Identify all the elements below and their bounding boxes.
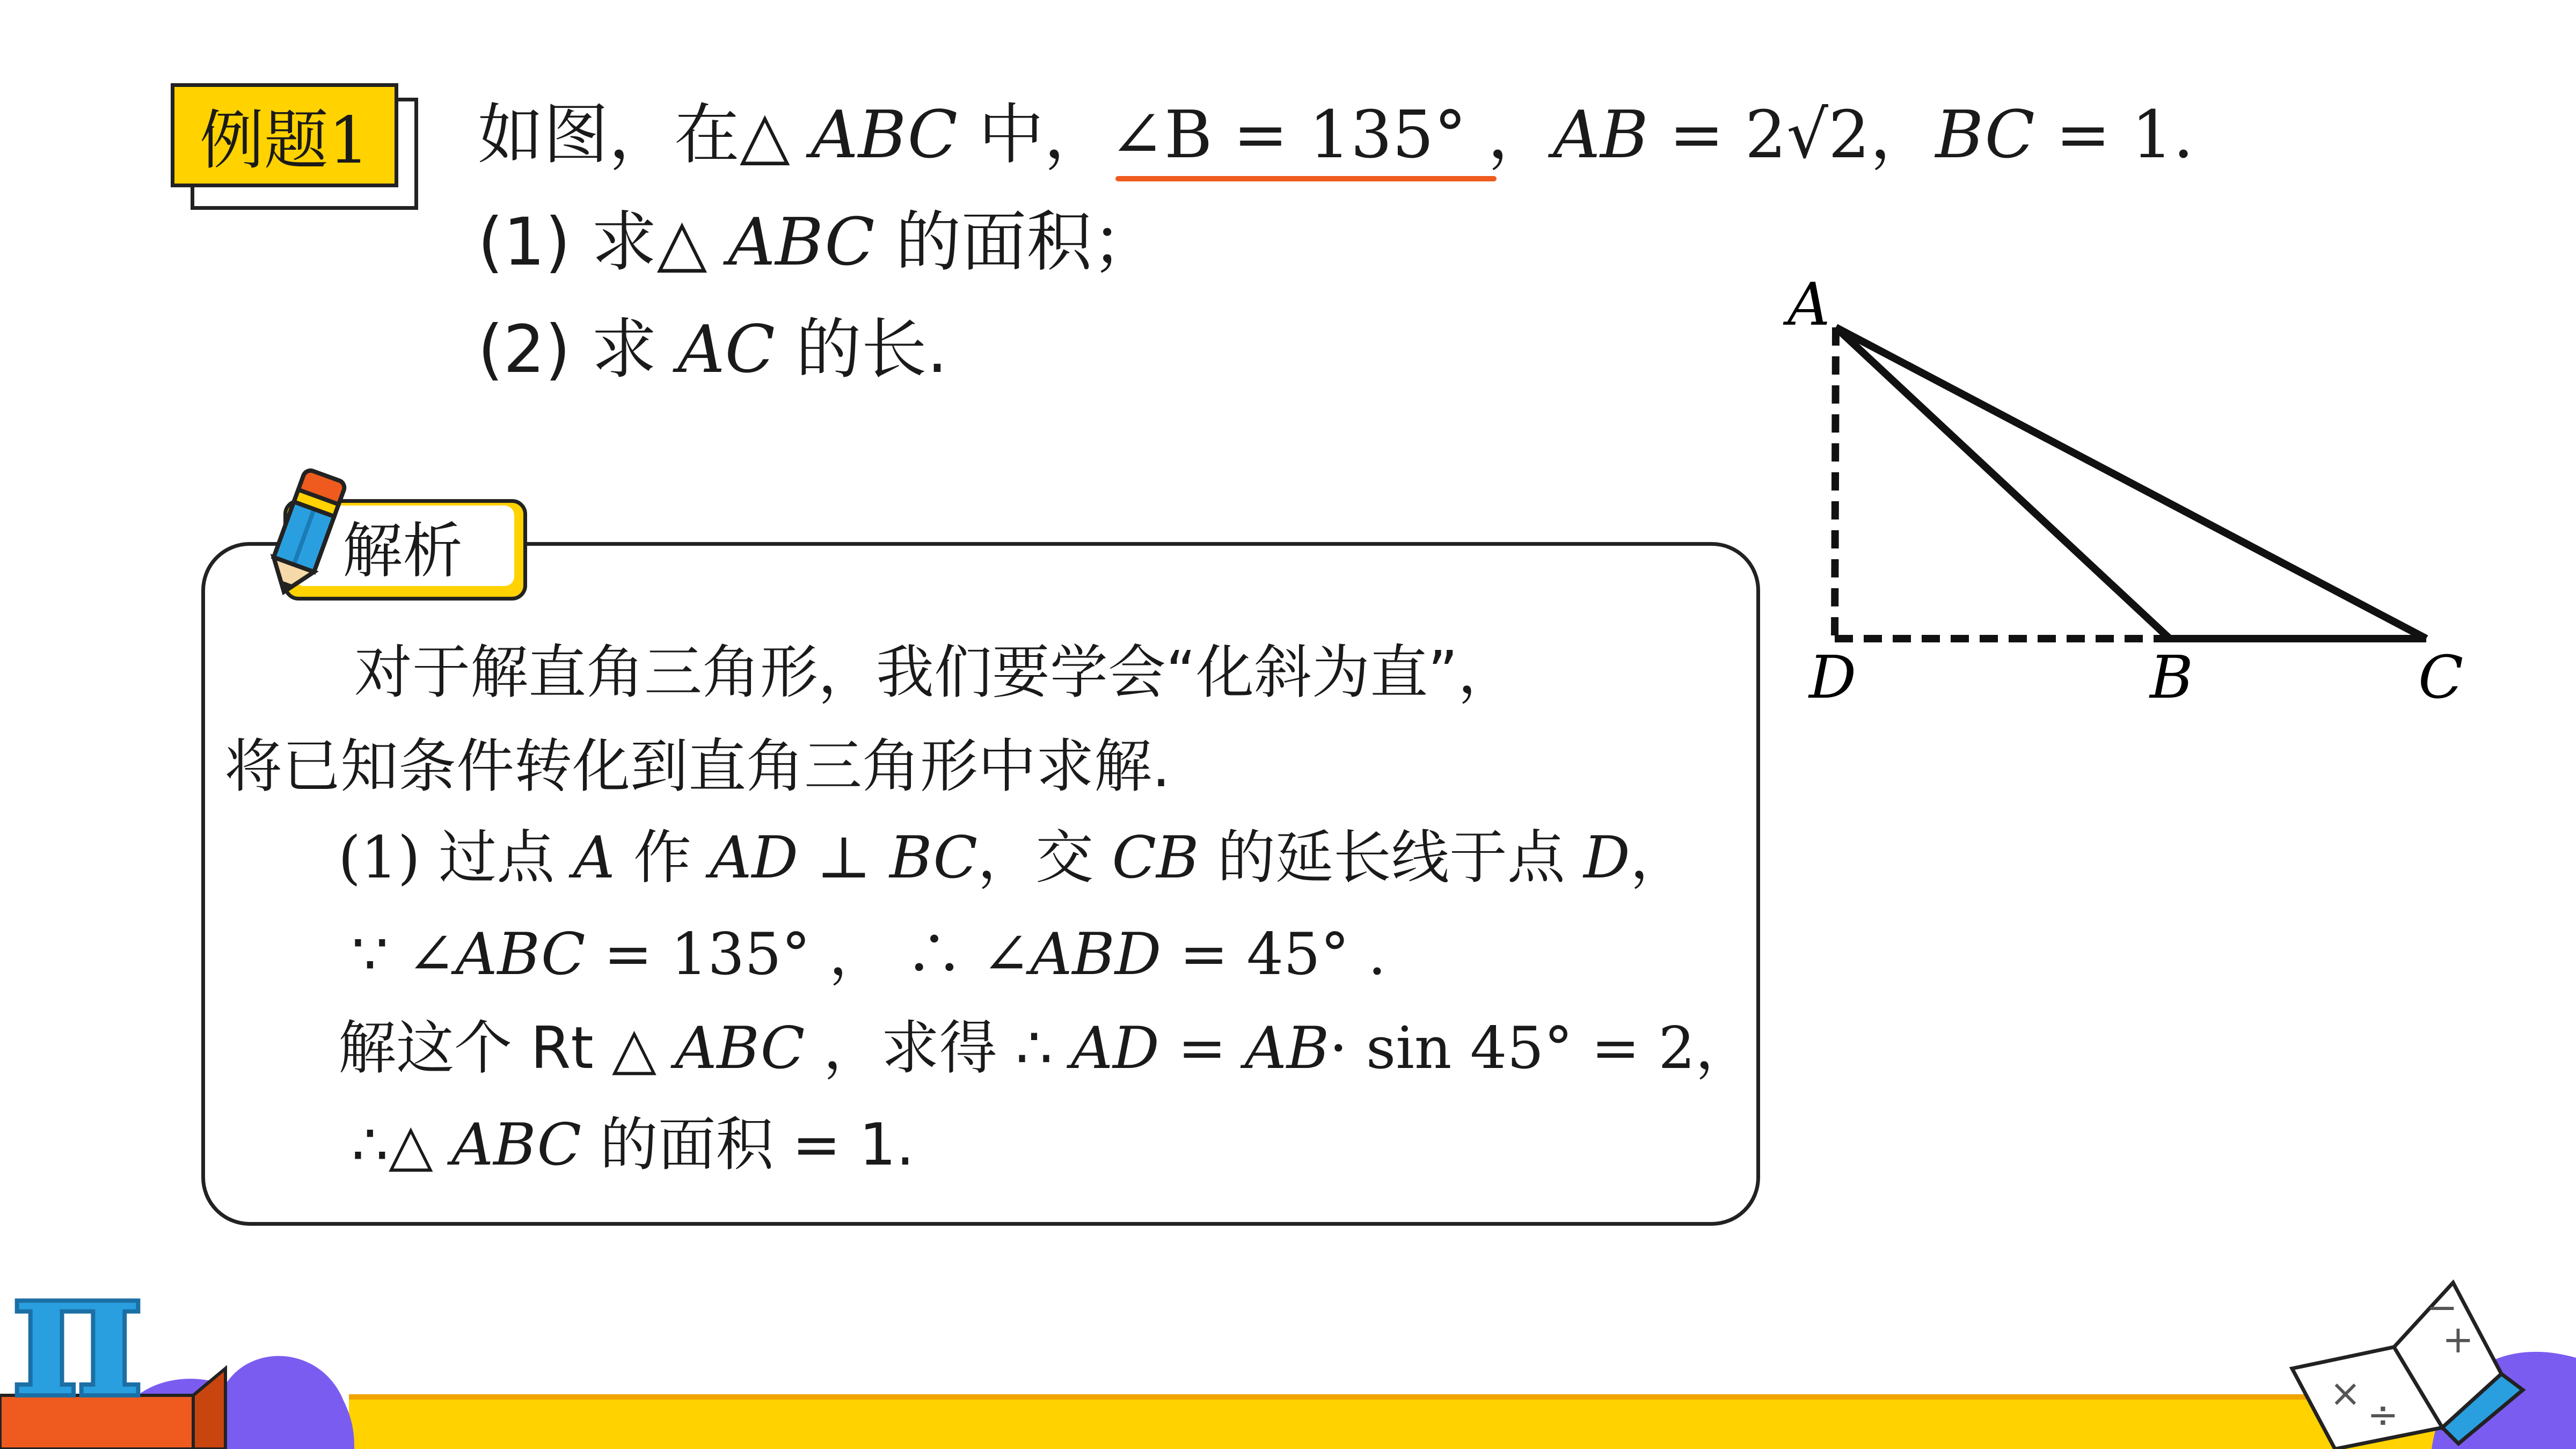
segment-AB	[1836, 327, 2170, 639]
q1-bc: BC	[1935, 97, 2035, 173]
analysis-title: 解析	[342, 516, 463, 586]
q3-num: (2) 求	[478, 311, 678, 387]
divide-icon: ÷	[2367, 1393, 2399, 1437]
bottom-stripe-edge	[349, 1394, 2576, 1400]
example-tag-label: 例题1	[199, 104, 370, 178]
label-D: D	[1809, 643, 1857, 712]
question-line-3	[478, 311, 948, 387]
analysis-step-1: (1) 过点 A 作 AD ⊥ BC，交 CB 的延长线于点 D，	[338, 824, 1688, 891]
q1-pre: 如图，在△	[478, 97, 811, 173]
q1-mid: 中，	[957, 97, 1110, 173]
q1-angle: ∠B = 135°	[1109, 97, 1467, 173]
analysis-step-3: 解这个 Rt △ ABC ，求得 ∴ AD = AB· sin 45° = 2，	[338, 1015, 1754, 1082]
label-C: C	[2418, 643, 2464, 712]
plus-icon: +	[2442, 1318, 2474, 1362]
book-decoration	[2271, 1267, 2576, 1449]
example-tag	[171, 83, 398, 187]
question-line-1	[478, 97, 2194, 173]
times-icon: ×	[2330, 1371, 2361, 1415]
label-A: A	[1787, 270, 1830, 339]
pencil-icon	[252, 462, 360, 601]
q1-sep: ，	[1466, 97, 1553, 173]
angle-underline	[1115, 176, 1497, 181]
segment-AD	[1835, 327, 1836, 639]
pi-decoration	[0, 1261, 376, 1449]
q2-abc: ABC	[728, 204, 875, 280]
triangle-figure	[1771, 268, 2523, 730]
question-line-2	[478, 204, 1158, 280]
segment-AC	[1836, 327, 2426, 639]
q3-ac: AC	[677, 311, 775, 387]
q3-rest: 的长.	[775, 311, 948, 387]
bottom-stripe	[349, 1394, 2576, 1449]
pi-icon: π	[11, 1261, 144, 1439]
analysis-para-1: 对于解直角三角形，我们要学会“化斜为直”，	[354, 639, 1516, 706]
label-B: B	[2150, 643, 2193, 712]
analysis-step-4: ∴△ ABC 的面积 = 1.	[352, 1111, 915, 1179]
q1-ab-val: = 2√2，	[1648, 97, 1936, 173]
analysis-step-2: ∵ ∠ABC = 135° ， ∴ ∠ABD = 45° .	[352, 921, 1386, 988]
minus-icon: −	[2426, 1285, 2458, 1329]
q1-ab: AB	[1553, 97, 1648, 173]
q1-bc-val: = 1.	[2034, 97, 2194, 173]
q2-num: (1) 求△	[478, 204, 728, 280]
q2-rest: 的面积；	[874, 204, 1158, 280]
analysis-para-2: 将已知条件转化到直角三角形中求解.	[224, 733, 1171, 800]
q1-abc: ABC	[811, 97, 958, 173]
